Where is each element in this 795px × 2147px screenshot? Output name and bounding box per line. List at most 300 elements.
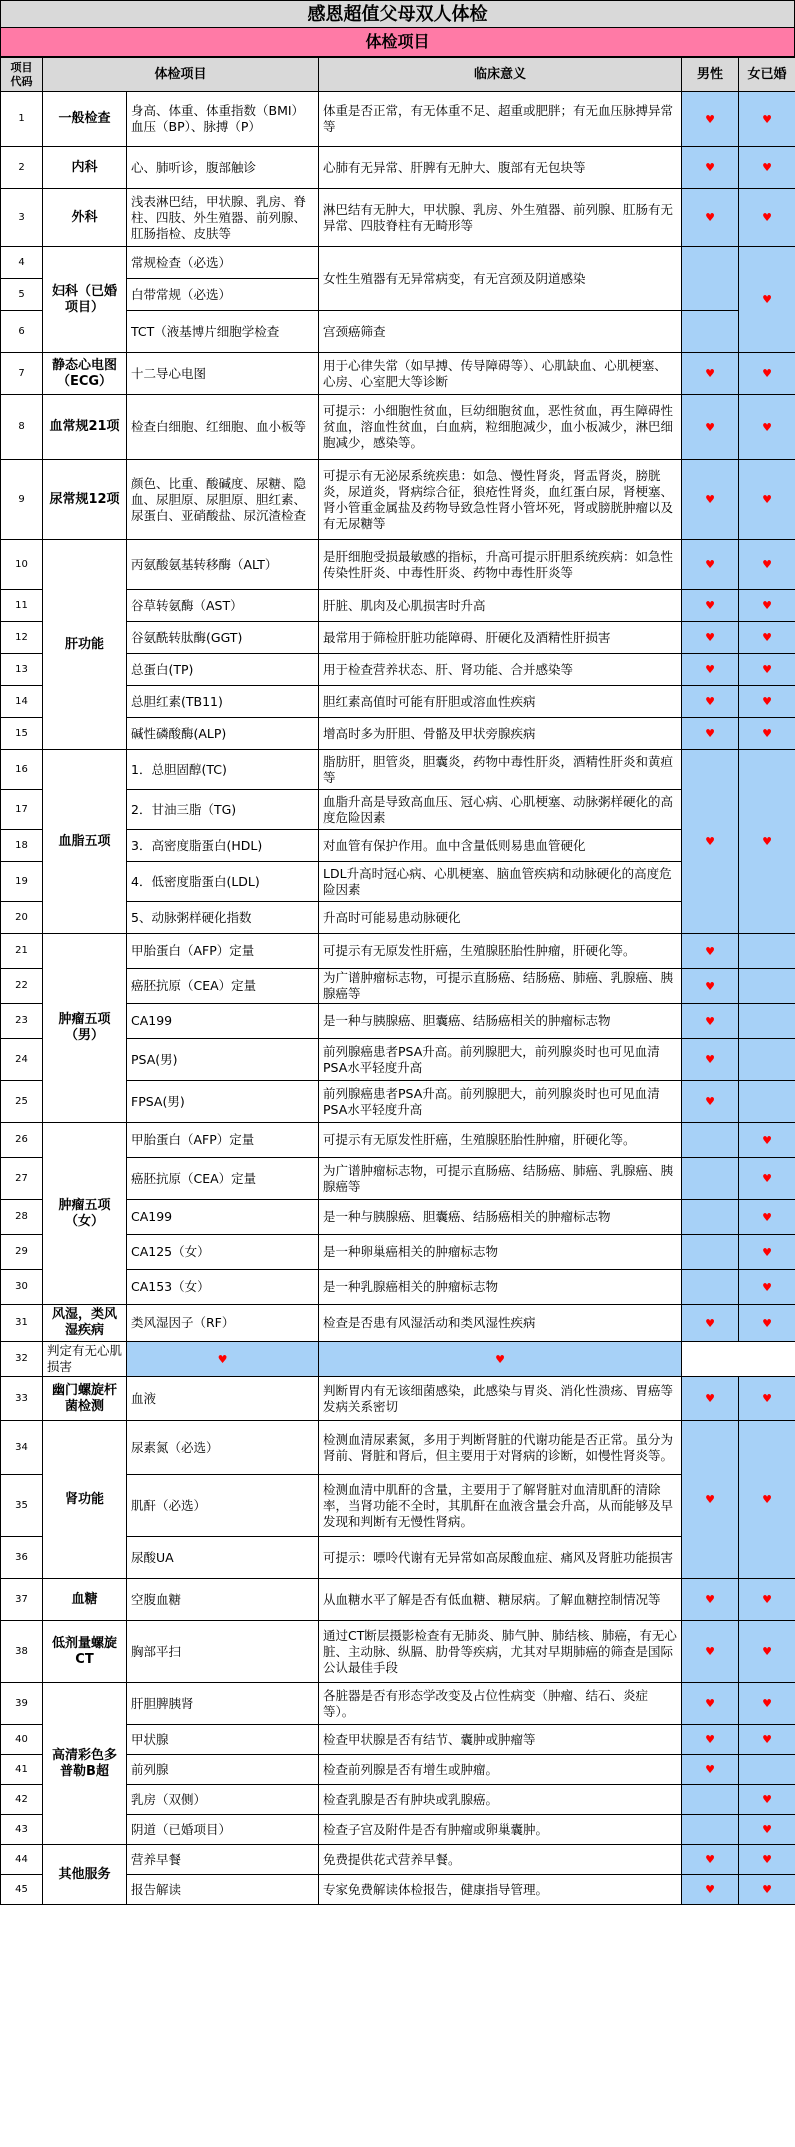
male-check (682, 622, 739, 654)
table-header-row (1, 58, 795, 92)
female-check (739, 147, 795, 189)
table-row (1, 1845, 795, 1875)
heart-icon: ♥ (705, 631, 715, 644)
row-code: 45 (1, 1875, 43, 1905)
female-check (739, 92, 795, 147)
row-item: 4．低密度脂蛋白(LDL) (127, 862, 319, 902)
row-code: 21 (1, 934, 43, 969)
female-check (739, 189, 795, 247)
row-meaning: 女性生殖器有无异常病变，有无宫颈及阴道感染 (319, 247, 682, 311)
row-code: 15 (1, 718, 43, 750)
row-meaning: 对血管有保护作用。血中含量低则易患血管硬化 (319, 830, 682, 862)
male-check (682, 750, 739, 934)
row-category: 妇科（已婚项目） (43, 247, 127, 353)
row-meaning: LDL升高时冠心病、心肌梗塞、脑血管疾病和动脉硬化的高度危险因素 (319, 862, 682, 902)
row-category: 血糖 (43, 1579, 127, 1621)
female-check (319, 1342, 682, 1377)
row-meaning: 可提示有无原发性肝癌，生殖腺胚胎性肿瘤，肝硬化等。 (319, 934, 682, 969)
male-check (682, 1815, 739, 1845)
male-check (682, 147, 739, 189)
heart-icon: ♥ (495, 1352, 505, 1366)
heart-icon: ♥ (762, 1883, 772, 1896)
table-row (1, 353, 795, 395)
heart-icon: ♥ (762, 1823, 772, 1836)
female-check (739, 1123, 795, 1158)
row-meaning: 最常用于筛检肝脏功能障碍、肝硬化及酒精性肝损害 (319, 622, 682, 654)
row-item: 身高、体重、体重指数（BMI） 血压（BP）、脉搏（P） (127, 92, 319, 147)
female-check (739, 1377, 795, 1421)
heart-icon: ♥ (762, 367, 772, 380)
row-meaning: 检查是否患有风湿活动和类风湿性疾病 (319, 1305, 682, 1342)
row-category: 肿瘤五项（男） (43, 934, 127, 1123)
heart-icon: ♥ (762, 1645, 772, 1658)
male-check (682, 969, 739, 1004)
row-item: 3．高密度脂蛋白(HDL) (127, 830, 319, 862)
row-item: 2．甘油三脂（TG) (127, 790, 319, 830)
row-code: 10 (1, 540, 43, 590)
row-item: 癌胚抗原（CEA）定量 (127, 969, 319, 1004)
table-row (1, 1377, 795, 1421)
row-meaning: 各脏器是否有形态学改变及占位性病变（肿瘤、结石、炎症等）。 (319, 1683, 682, 1725)
row-category: 风湿，类风湿疾病 (43, 1305, 127, 1342)
heart-icon: ♥ (705, 1095, 715, 1108)
row-code: 22 (1, 969, 43, 1004)
heart-icon: ♥ (705, 367, 715, 380)
row-category: 一般检查 (43, 92, 127, 147)
row-code: 11 (1, 590, 43, 622)
female-check (739, 590, 795, 622)
female-check (739, 1755, 795, 1785)
row-code: 41 (1, 1755, 43, 1785)
table-row (1, 395, 795, 460)
row-item: 报告解读 (127, 1875, 319, 1905)
heart-icon: ♥ (762, 1853, 772, 1866)
row-meaning: 增高时多为肝胆、骨骼及甲状旁腺疾病 (319, 718, 682, 750)
row-item: 胸部平扫 (127, 1621, 319, 1683)
row-category: 高清彩色多普勒B超 (43, 1683, 127, 1845)
heart-icon: ♥ (762, 420, 772, 434)
male-check (682, 1305, 739, 1342)
heart-icon: ♥ (762, 211, 772, 224)
row-item: 浅表淋巴结，甲状腺、乳房、脊柱、四肢、外生殖器、前列腺、肛肠指检、皮肤等 (127, 189, 319, 247)
male-check (682, 1158, 739, 1200)
male-check (682, 1123, 739, 1158)
row-meaning: 通过CT断层摄影检查有无肺炎、肺气肿、肺结核、肺癌，有无心脏、主动脉、纵膈、肋骨等疾病，尤其对早期肺癌的筛查是国际公认最佳手段 (319, 1621, 682, 1683)
table-row (1, 750, 795, 790)
row-meaning: 可提示有无原发性肝癌，生殖腺胚胎性肿瘤，肝硬化等。 (319, 1123, 682, 1158)
page-title: 感恩超值父母双人体检 (0, 0, 795, 28)
row-meaning: 是一种与胰腺癌、胆囊癌、结肠癌相关的肿瘤标志物 (319, 1004, 682, 1039)
row-code: 38 (1, 1621, 43, 1683)
table-row (1, 1683, 795, 1725)
row-code: 19 (1, 862, 43, 902)
male-check (682, 1377, 739, 1421)
heart-icon: ♥ (705, 979, 715, 993)
row-code: 24 (1, 1039, 43, 1081)
heart-icon: ♥ (762, 695, 772, 708)
row-category: 幽门螺旋杆菌检测 (43, 1377, 127, 1421)
female-check (739, 1683, 795, 1725)
heart-icon: ♥ (705, 493, 715, 506)
female-check (739, 1421, 795, 1579)
row-code: 28 (1, 1200, 43, 1235)
male-check (682, 654, 739, 686)
row-code: 13 (1, 654, 43, 686)
row-item: TCT（液基博片细胞学检查 (127, 311, 319, 353)
heart-icon: ♥ (705, 1493, 715, 1506)
heart-icon: ♥ (762, 1793, 772, 1806)
heart-icon: ♥ (762, 663, 772, 676)
row-meaning: 检查乳腺是否有肿块或乳腺癌。 (319, 1785, 682, 1815)
row-category: 肾功能 (43, 1421, 127, 1579)
male-check (682, 1683, 739, 1725)
row-meaning: 判定有无心肌损害 (43, 1342, 127, 1377)
row-meaning: 为广谱肿瘤标志物，可提示直肠癌、结肠癌、肺癌、乳腺癌、胰腺癌等 (319, 1158, 682, 1200)
row-code: 42 (1, 1785, 43, 1815)
row-code: 17 (1, 790, 43, 830)
row-meaning: 检测血清尿素氮，多用于判断肾脏的代谢功能是否正常。虽分为肾前、肾脏和肾后，但主要用于对肾病的诊断，如慢性肾炎等。 (319, 1421, 682, 1475)
header-meaning: 临床意义 (319, 58, 682, 92)
row-meaning: 专家免费解读体检报告，健康指导管理。 (319, 1875, 682, 1905)
female-check (739, 686, 795, 718)
row-code: 32 (1, 1342, 43, 1377)
row-item: 颜色、比重、酸碱度、尿糖、隐血、尿胆原、尿胆原、胆红素、尿蛋白、亚硝酸盐、尿沉渣检查 (127, 460, 319, 540)
row-meaning: 血脂升高是导致高血压、冠心病、心肌梗塞、动脉粥样硬化的高度危险因素 (319, 790, 682, 830)
row-code: 2 (1, 147, 43, 189)
heart-icon: ♥ (705, 420, 715, 434)
male-check (682, 247, 739, 311)
row-code: 36 (1, 1537, 43, 1579)
heart-icon: ♥ (705, 1053, 715, 1066)
female-check (739, 1004, 795, 1039)
row-code: 25 (1, 1081, 43, 1123)
row-category: 其他服务 (43, 1845, 127, 1905)
row-code: 4 (1, 247, 43, 279)
row-item: 尿酸UA (127, 1537, 319, 1579)
female-check (739, 1039, 795, 1081)
male-check (682, 1875, 739, 1905)
heart-icon: ♥ (762, 1493, 772, 1506)
heart-icon: ♥ (705, 835, 715, 848)
male-check (682, 1235, 739, 1270)
heart-icon: ♥ (705, 1763, 715, 1776)
female-check (739, 750, 795, 934)
male-check (682, 1845, 739, 1875)
heart-icon: ♥ (762, 1280, 772, 1294)
row-item: 5、动脉粥样硬化指数 (127, 902, 319, 934)
row-category: 静态心电图（ECG） (43, 353, 127, 395)
heart-icon: ♥ (705, 558, 715, 571)
row-code: 39 (1, 1683, 43, 1725)
male-check (682, 189, 739, 247)
row-meaning: 升高时可能易患动脉硬化 (319, 902, 682, 934)
row-item: FPSA(男) (127, 1081, 319, 1123)
table-row (1, 460, 795, 540)
female-check (739, 1725, 795, 1755)
table-row (1, 934, 795, 969)
row-item: 丙氨酸氨基转移酶（ALT） (127, 540, 319, 590)
row-item: 谷氨酰转肽酶(GGT) (127, 622, 319, 654)
heart-icon: ♥ (762, 1133, 772, 1147)
male-check (682, 311, 739, 353)
male-check (682, 1270, 739, 1305)
table-row (1, 1421, 795, 1475)
table-row (1, 1621, 795, 1683)
male-check (682, 1785, 739, 1815)
row-item: 检查白细胞、红细胞、血小板等 (127, 395, 319, 460)
male-check (682, 718, 739, 750)
table-row (1, 247, 795, 279)
row-meaning: 淋巴结有无肿大，甲状腺、乳房、外生殖器、前列腺、肛肠有无异常、四肢脊柱有无畸形等 (319, 189, 682, 247)
row-item: 总蛋白(TP) (127, 654, 319, 686)
row-item: 十二导心电图 (127, 353, 319, 395)
heart-icon: ♥ (762, 1593, 772, 1606)
heart-icon: ♥ (705, 1733, 715, 1746)
row-item: 空腹血糖 (127, 1579, 319, 1621)
heart-icon: ♥ (762, 1316, 772, 1330)
heart-icon: ♥ (762, 161, 772, 174)
male-check (682, 1725, 739, 1755)
table-row (1, 1342, 795, 1377)
row-meaning: 检查甲状腺是否有结节、囊肿或肿瘤等 (319, 1725, 682, 1755)
heart-icon: ♥ (762, 558, 772, 571)
row-category: 血脂五项 (43, 750, 127, 934)
heart-icon: ♥ (762, 293, 772, 306)
row-meaning: 胆红素高值时可能有肝胆或溶血性疾病 (319, 686, 682, 718)
heart-icon: ♥ (705, 1593, 715, 1606)
male-check (682, 1421, 739, 1579)
row-item: 癌胚抗原（CEA）定量 (127, 1158, 319, 1200)
row-meaning: 检查子宫及附件是否有肿瘤或卵巢囊肿。 (319, 1815, 682, 1845)
row-item: 尿素氮（必选） (127, 1421, 319, 1475)
row-item: CA125（女） (127, 1235, 319, 1270)
row-meaning: 脂肪肝，胆管炎，胆囊炎，药物中毒性肝炎，酒精性肝炎和黄疸等 (319, 750, 682, 790)
header-code: 项目 代码 (1, 58, 43, 92)
heart-icon: ♥ (762, 1697, 772, 1710)
heart-icon: ♥ (762, 1210, 772, 1224)
row-meaning: 用于检查营养状态、肝、肾功能、合并感染等 (319, 654, 682, 686)
row-meaning: 可提示有无泌尿系统疾患：如急、慢性肾炎，肾盂肾炎，膀胱炎，尿道炎，肾病综合征，狼疮性肾炎，血红蛋白尿，肾梗塞、肾小管重金属盐及药物导致急性肾小管坏死，肾或膀胱肿瘤以及有无尿糖等 (319, 460, 682, 540)
row-item: 血液 (127, 1377, 319, 1421)
male-check (682, 353, 739, 395)
row-code: 23 (1, 1004, 43, 1039)
row-item: 前列腺 (127, 1755, 319, 1785)
heart-icon: ♥ (705, 1697, 715, 1710)
row-code: 5 (1, 279, 43, 311)
row-code: 18 (1, 830, 43, 862)
row-meaning: 是一种乳腺癌相关的肿瘤标志物 (319, 1270, 682, 1305)
row-item: 谷草转氨酶（AST） (127, 590, 319, 622)
row-meaning: 是一种与胰腺癌、胆囊癌、结肠癌相关的肿瘤标志物 (319, 1200, 682, 1235)
heart-icon: ♥ (705, 944, 715, 958)
heart-icon: ♥ (217, 1352, 228, 1366)
row-category: 血常规21项 (43, 395, 127, 460)
row-category: 肿瘤五项（女） (43, 1123, 127, 1305)
row-code: 8 (1, 395, 43, 460)
table-row (1, 147, 795, 189)
row-code: 43 (1, 1815, 43, 1845)
male-check (682, 934, 739, 969)
table-row (1, 1579, 795, 1621)
row-meaning: 肝脏、肌肉及心肌损害时升高 (319, 590, 682, 622)
female-check (739, 1081, 795, 1123)
heart-icon: ♥ (705, 1014, 715, 1028)
female-check (739, 1579, 795, 1621)
male-check (682, 1755, 739, 1785)
row-code: 16 (1, 750, 43, 790)
table-row (1, 92, 795, 147)
row-code: 35 (1, 1475, 43, 1537)
section-subtitle: 体检项目 (0, 28, 795, 57)
table-row (1, 1305, 795, 1342)
row-meaning: 是肝细胞受损最敏感的指标，升高可提示肝胆系统疾病：如急性传染性肝炎、中毒性肝炎、药物中毒性肝炎等 (319, 540, 682, 590)
row-meaning: 免费提供花式营养早餐。 (319, 1845, 682, 1875)
row-item: 总胆红素(TB11) (127, 686, 319, 718)
female-check (739, 654, 795, 686)
heart-icon: ♥ (762, 727, 772, 740)
male-check (682, 540, 739, 590)
row-category: 肝功能 (43, 540, 127, 750)
heart-icon: ♥ (705, 1645, 715, 1658)
female-check (739, 1845, 795, 1875)
row-item: 心、肺听诊，腹部触诊 (127, 147, 319, 189)
heart-icon: ♥ (705, 1392, 715, 1405)
row-code: 31 (1, 1305, 43, 1342)
row-code: 26 (1, 1123, 43, 1158)
row-code: 27 (1, 1158, 43, 1200)
male-check (682, 1081, 739, 1123)
row-code: 33 (1, 1377, 43, 1421)
row-code: 40 (1, 1725, 43, 1755)
row-meaning: 用于心律失常（如早搏、传导障碍等）、心肌缺血、心肌梗塞、心房、心室肥大等诊断 (319, 353, 682, 395)
heart-icon: ♥ (762, 835, 772, 848)
row-code: 1 (1, 92, 43, 147)
female-check (739, 934, 795, 969)
row-category: 内科 (43, 147, 127, 189)
heart-icon: ♥ (705, 695, 715, 708)
male-check (682, 1004, 739, 1039)
female-check (739, 395, 795, 460)
heart-icon: ♥ (762, 631, 772, 644)
male-check (682, 395, 739, 460)
male-check (682, 460, 739, 540)
heart-icon: ♥ (705, 727, 715, 740)
row-item: CA153（女） (127, 1270, 319, 1305)
row-category: 低剂量螺旋CT (43, 1621, 127, 1683)
row-code: 14 (1, 686, 43, 718)
row-meaning: 可提示：嘌呤代谢有无异常如高尿酸血症、痛风及肾脏功能损害 (319, 1537, 682, 1579)
row-meaning: 前列腺癌患者PSA升高。前列腺肥大，前列腺炎时也可见血清PSA水平轻度升高 (319, 1081, 682, 1123)
row-code: 34 (1, 1421, 43, 1475)
row-meaning: 检查前列腺是否有增生或肿瘤。 (319, 1755, 682, 1785)
male-check (682, 686, 739, 718)
row-item: CA199 (127, 1004, 319, 1039)
female-check (739, 353, 795, 395)
row-code: 37 (1, 1579, 43, 1621)
row-category: 尿常规12项 (43, 460, 127, 540)
heart-icon: ♥ (705, 1883, 715, 1896)
female-check (739, 460, 795, 540)
row-meaning: 前列腺癌患者PSA升高。前列腺肥大，前列腺炎时也可见血清PSA水平轻度升高 (319, 1039, 682, 1081)
row-code: 3 (1, 189, 43, 247)
heart-icon: ♥ (762, 1245, 772, 1259)
male-check (682, 1200, 739, 1235)
row-code: 6 (1, 311, 43, 353)
row-meaning: 心肺有无异常、肝脾有无肿大、腹部有无包块等 (319, 147, 682, 189)
heart-icon: ♥ (762, 1172, 772, 1185)
male-check (682, 1579, 739, 1621)
checkup-table (0, 57, 795, 1905)
row-code: 12 (1, 622, 43, 654)
heart-icon: ♥ (762, 112, 772, 126)
heart-icon: ♥ (762, 1392, 772, 1405)
female-check (739, 1815, 795, 1845)
row-meaning: 检测血清中肌酐的含量，主要用于了解肾脏对血清肌酐的清除率，当肾功能不全时，其肌酐在血液含量会升高，从而能够及早发现和判断有无慢性肾病。 (319, 1475, 682, 1537)
row-code: 20 (1, 902, 43, 934)
female-check (739, 1235, 795, 1270)
female-check (739, 1305, 795, 1342)
female-check (739, 1200, 795, 1235)
row-item: 甲胎蛋白（AFP）定量 (127, 934, 319, 969)
table-row (1, 189, 795, 247)
female-check (739, 1158, 795, 1200)
row-item: 肝胆脾胰肾 (127, 1683, 319, 1725)
row-item: 乳房（双侧） (127, 1785, 319, 1815)
row-meaning: 从血糖水平了解是否有低血糖、糖尿病。了解血糖控制情况等 (319, 1579, 682, 1621)
female-check (739, 1621, 795, 1683)
male-check (682, 92, 739, 147)
row-category: 外科 (43, 189, 127, 247)
heart-icon: ♥ (705, 112, 715, 126)
row-item: 碱性磷酸酶(ALP) (127, 718, 319, 750)
header-item: 体检项目 (43, 58, 319, 92)
female-check (739, 969, 795, 1004)
row-meaning: 是一种卵巢癌相关的肿瘤标志物 (319, 1235, 682, 1270)
row-item: 肌酐（必选） (127, 1475, 319, 1537)
female-check (739, 1270, 795, 1305)
row-meaning: 为广谱肿瘤标志物，可提示直肠癌、结肠癌、肺癌、乳腺癌、胰腺癌等 (319, 969, 682, 1004)
female-check (739, 718, 795, 750)
row-item: PSA(男) (127, 1039, 319, 1081)
heart-icon: ♥ (705, 1853, 715, 1866)
heart-icon: ♥ (705, 599, 715, 612)
row-meaning: 判断胃内有无该细菌感染，此感染与胃炎、消化性溃疡、胃癌等发病关系密切 (319, 1377, 682, 1421)
row-code: 44 (1, 1845, 43, 1875)
male-check (682, 1621, 739, 1683)
row-code: 30 (1, 1270, 43, 1305)
heart-icon: ♥ (705, 663, 715, 676)
heart-icon: ♥ (762, 493, 772, 506)
heart-icon: ♥ (705, 1316, 715, 1330)
table-row (1, 540, 795, 590)
heart-icon: ♥ (762, 599, 772, 612)
female-check (739, 540, 795, 590)
heart-icon: ♥ (762, 1733, 772, 1746)
table-row (1, 1123, 795, 1158)
header-female: 女已婚 (739, 58, 795, 92)
row-item: 甲状腺 (127, 1725, 319, 1755)
female-check (739, 247, 795, 353)
heart-icon: ♥ (705, 161, 715, 174)
row-meaning: 体重是否正常，有无体重不足、超重或肥胖；有无血压脉搏异常等 (319, 92, 682, 147)
row-item: 阴道（已婚项目） (127, 1815, 319, 1845)
row-item: 1．总胆固醇(TC) (127, 750, 319, 790)
male-check (682, 1039, 739, 1081)
row-item: 营养早餐 (127, 1845, 319, 1875)
row-item: 甲胎蛋白（AFP）定量 (127, 1123, 319, 1158)
header-male: 男性 (682, 58, 739, 92)
row-item: 白带常规（必选） (127, 279, 319, 311)
